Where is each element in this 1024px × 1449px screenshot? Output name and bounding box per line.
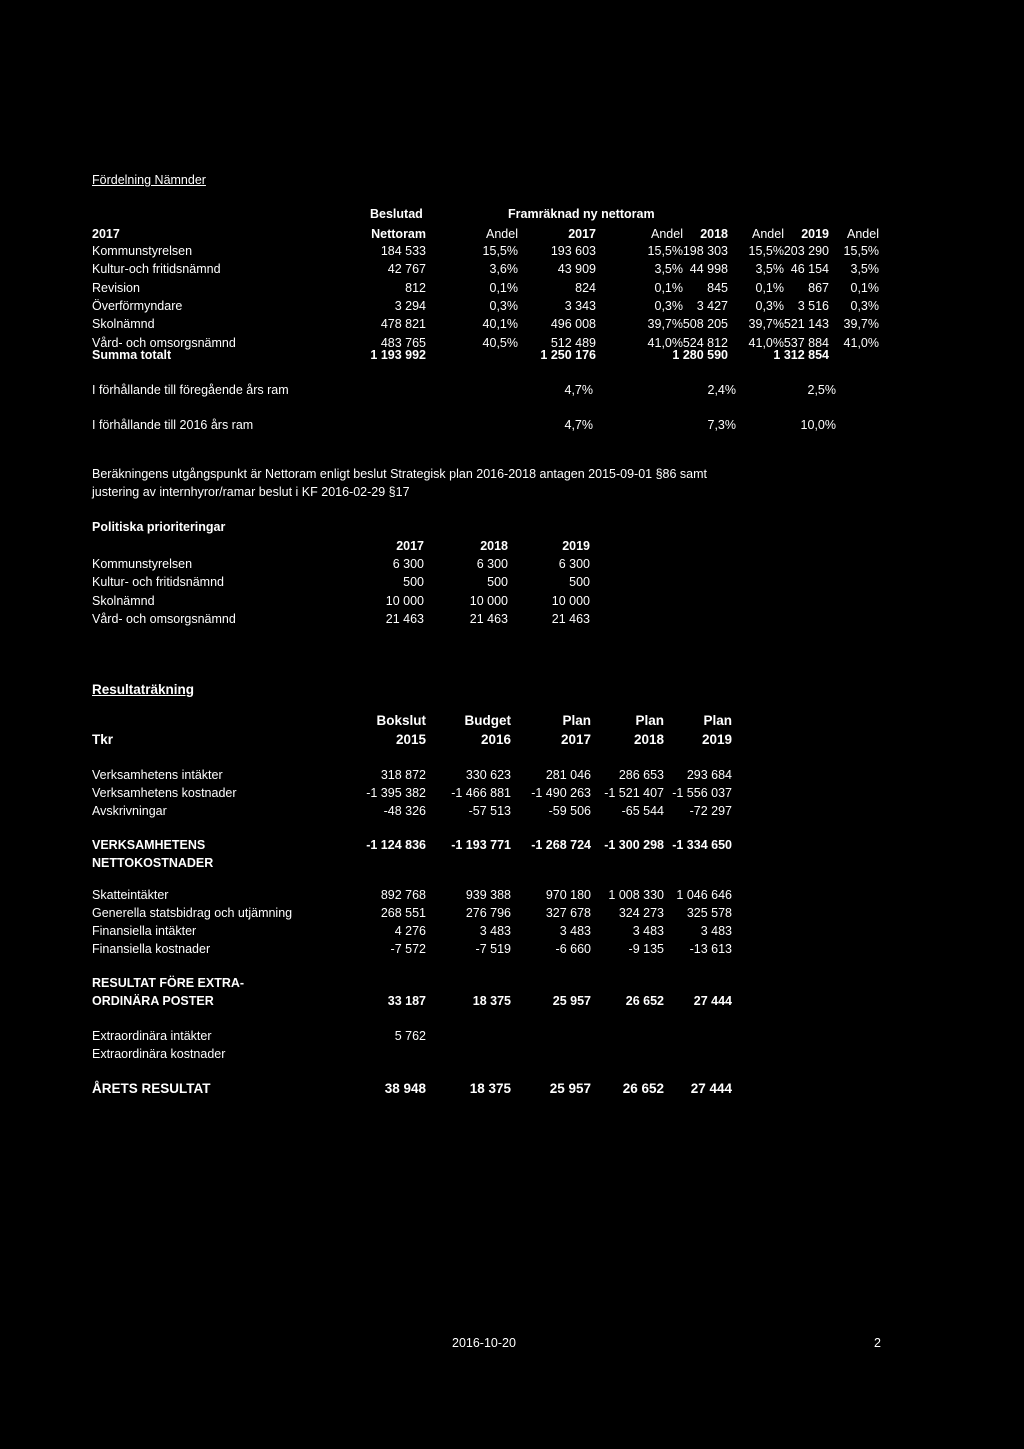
table-cell: 18 375 bbox=[469, 1081, 511, 1096]
table-cell: 26 652 bbox=[622, 1081, 664, 1096]
table-cell: 330 623 bbox=[465, 768, 511, 782]
table-cell: -48 326 bbox=[383, 804, 426, 818]
table-cell: 40,5% bbox=[482, 335, 518, 350]
table-cell: 38 948 bbox=[384, 1081, 426, 1096]
table-cell: -7 572 bbox=[390, 942, 426, 956]
ratio-value: 2,4% bbox=[707, 383, 736, 397]
section-title-fordelning: Fördelning Nämnder bbox=[92, 173, 206, 187]
table-cell: 3 483 bbox=[700, 924, 732, 938]
total-label: Summa totalt bbox=[92, 348, 172, 362]
table-cell: 15,5% bbox=[647, 244, 683, 258]
table-cell: 44 998 bbox=[689, 262, 728, 277]
table-cell: 3 483 bbox=[559, 924, 591, 938]
table-cell: 496 008 bbox=[550, 317, 596, 332]
column-header-year: 2017 bbox=[92, 227, 120, 241]
table-cell: 27 444 bbox=[693, 994, 732, 1008]
table-cell: 39,7% bbox=[843, 317, 879, 332]
table-cell: 4 276 bbox=[394, 924, 426, 938]
table-cell: -6 660 bbox=[555, 942, 591, 956]
table-cell: 46 154 bbox=[790, 262, 829, 277]
table-cell: 25 957 bbox=[552, 994, 591, 1008]
column-header: 2016 bbox=[480, 732, 511, 747]
table-cell: -9 135 bbox=[628, 942, 664, 956]
row-label: Vård- och omsorgsnämnd bbox=[92, 335, 236, 350]
column-header: 2017 bbox=[396, 539, 424, 553]
table-cell: -59 506 bbox=[548, 804, 591, 818]
table-cell: 10 000 bbox=[385, 593, 424, 608]
table-cell: 824 bbox=[575, 280, 596, 295]
table-cell: -65 544 bbox=[621, 804, 664, 818]
table-cell: 3 294 bbox=[394, 298, 426, 313]
column-header: Andel bbox=[847, 227, 879, 241]
ratio-value: 10,0% bbox=[800, 418, 836, 432]
row-label: NETTOKOSTNADER bbox=[92, 856, 214, 870]
table-cell: 6 300 bbox=[558, 557, 590, 571]
table-cell: 15,5% bbox=[748, 244, 784, 258]
column-header: Nettoram bbox=[371, 227, 426, 241]
row-label: Kommunstyrelsen bbox=[92, 244, 193, 258]
table-cell: 5 762 bbox=[394, 1029, 426, 1043]
row-label: Extraordinära intäkter bbox=[92, 1029, 212, 1043]
table-cell: 3,5% bbox=[850, 262, 879, 277]
row-label: ORDINÄRA POSTER bbox=[92, 994, 214, 1008]
row-label: Kultur- och fritidsnämnd bbox=[92, 575, 225, 590]
table-cell: 845 bbox=[707, 280, 728, 295]
table-cell: 21 463 bbox=[551, 611, 590, 626]
row-label: Kommunstyrelsen bbox=[92, 557, 193, 571]
table-cell: 281 046 bbox=[545, 768, 591, 782]
column-header: 2019 bbox=[562, 539, 590, 553]
column-header: 2017 bbox=[568, 227, 596, 241]
row-label: Skatteintäkter bbox=[92, 888, 169, 902]
table-cell: 892 768 bbox=[380, 888, 426, 902]
table-cell: 43 909 bbox=[557, 262, 596, 277]
table-cell: 40,1% bbox=[482, 317, 518, 332]
table-cell: 42 767 bbox=[387, 262, 426, 277]
table-cell: 512 489 bbox=[550, 335, 596, 350]
column-header: Plan bbox=[562, 713, 591, 728]
table-cell: 318 872 bbox=[380, 768, 426, 782]
column-header: Budget bbox=[464, 713, 511, 728]
row-label: Finansiella intäkter bbox=[92, 924, 197, 938]
table-cell: 25 957 bbox=[549, 1081, 591, 1096]
table-cell: 3 343 bbox=[564, 298, 596, 313]
table-cell: 15,5% bbox=[482, 244, 518, 258]
table-cell: -1 124 836 bbox=[366, 838, 426, 852]
table-cell: -72 297 bbox=[689, 804, 732, 818]
table-cell: 193 603 bbox=[550, 244, 596, 258]
section-title-prioriteringar: Politiska prioriteringar bbox=[92, 520, 226, 534]
column-header: Bokslut bbox=[376, 713, 426, 728]
total-cell: 1 312 854 bbox=[773, 348, 829, 362]
table-cell: 524 812 bbox=[682, 335, 728, 350]
table-cell: 3,6% bbox=[489, 262, 518, 277]
column-header: 2019 bbox=[801, 227, 829, 241]
row-label: Finansiella kostnader bbox=[92, 942, 211, 956]
table-cell: 15,5% bbox=[843, 244, 879, 258]
column-header: Andel bbox=[486, 227, 518, 241]
table-cell: 39,7% bbox=[748, 317, 784, 332]
table-cell: 18 375 bbox=[472, 994, 511, 1008]
table-cell: 970 180 bbox=[545, 888, 591, 902]
table-cell: 939 388 bbox=[465, 888, 511, 902]
table-cell: 521 143 bbox=[783, 317, 829, 332]
section-title-resultat: Resultaträkning bbox=[92, 682, 195, 697]
table-cell: 6 300 bbox=[476, 557, 508, 571]
table-cell: 198 303 bbox=[682, 244, 728, 258]
column-header: Andel bbox=[651, 227, 683, 241]
table-cell: 0,1% bbox=[755, 280, 784, 295]
column-header: 2018 bbox=[700, 227, 728, 241]
table-cell: 3,5% bbox=[755, 262, 784, 277]
table-cell: 203 290 bbox=[783, 244, 829, 258]
note-line-1: Beräkningens utgångspunkt är Nettoram enligt beslut Strategisk plan 2016-2018 antagen 2015-09-01 §86 samt bbox=[92, 467, 707, 481]
row-label: Avskrivningar bbox=[92, 804, 167, 818]
row-label: Revision bbox=[92, 280, 140, 295]
table-cell: -1 268 724 bbox=[531, 838, 591, 852]
ratio-label: I förhållande till föregående års ram bbox=[92, 383, 289, 397]
table-cell: 812 bbox=[405, 280, 426, 295]
total-cell: 1 280 590 bbox=[672, 348, 728, 362]
table-cell: 500 bbox=[403, 575, 424, 590]
note-line-2: justering av internhyror/ramar beslut i KF 2016-02-29 §17 bbox=[92, 485, 410, 499]
table-cell: -7 519 bbox=[475, 942, 511, 956]
table-cell: 0,1% bbox=[654, 280, 683, 295]
table-cell: 478 821 bbox=[380, 317, 426, 332]
row-label: Verksamhetens intäkter bbox=[92, 768, 223, 782]
table-cell: -1 300 298 bbox=[604, 838, 664, 852]
table-cell: 327 678 bbox=[545, 906, 591, 920]
column-header: Andel bbox=[752, 227, 784, 241]
row-label: Generella statsbidrag och utjämning bbox=[92, 906, 293, 920]
row-label: Extraordinära kostnader bbox=[92, 1047, 226, 1061]
table-cell: 508 205 bbox=[682, 317, 728, 332]
table-cell: 500 bbox=[487, 575, 508, 590]
row-label: Kultur-och fritidsnämnd bbox=[92, 262, 221, 277]
ratio-value: 4,7% bbox=[564, 383, 593, 397]
table-cell: 41,0% bbox=[748, 335, 784, 350]
table-cell: 3 516 bbox=[797, 298, 829, 313]
table-cell: 0,3% bbox=[755, 298, 784, 313]
table-cell: 324 273 bbox=[618, 906, 664, 920]
table-cell: 3 483 bbox=[479, 924, 511, 938]
table-cell: 3 483 bbox=[632, 924, 664, 938]
table-cell: 21 463 bbox=[385, 611, 424, 626]
table-cell: 268 551 bbox=[380, 906, 426, 920]
table-cell: 26 652 bbox=[625, 994, 664, 1008]
column-header: Plan bbox=[635, 713, 664, 728]
table-cell: 39,7% bbox=[647, 317, 683, 332]
ratio-label: I förhållande till 2016 års ram bbox=[92, 418, 254, 432]
table-cell: 325 578 bbox=[686, 906, 732, 920]
table-cell: -1 556 037 bbox=[672, 786, 732, 800]
table-cell: 1 008 330 bbox=[608, 888, 664, 902]
table-cell: -13 613 bbox=[689, 942, 732, 956]
column-header: 2018 bbox=[480, 539, 508, 553]
header-beslutad: Beslutad bbox=[370, 207, 423, 221]
total-cell: 1 193 992 bbox=[370, 348, 426, 362]
table-cell: 41,0% bbox=[647, 335, 683, 350]
header-framraknad: Framräknad ny nettoram bbox=[508, 207, 655, 221]
table-cell: 0,3% bbox=[654, 298, 683, 313]
table-cell: 537 884 bbox=[783, 335, 829, 350]
row-label: VERKSAMHETENS bbox=[92, 838, 206, 852]
total-cell: 1 250 176 bbox=[540, 348, 596, 362]
column-header: 2019 bbox=[701, 732, 732, 747]
table-cell: -1 395 382 bbox=[366, 786, 426, 800]
table-cell: 483 765 bbox=[380, 335, 426, 350]
table-cell: 0,1% bbox=[489, 280, 518, 295]
table-cell: 0,3% bbox=[850, 298, 879, 313]
table-cell: 276 796 bbox=[465, 906, 511, 920]
column-header: 2017 bbox=[560, 732, 591, 747]
row-label: Vård- och omsorgsnämnd bbox=[92, 611, 236, 626]
table-cell: 0,1% bbox=[850, 280, 879, 295]
table-cell: 0,3% bbox=[489, 298, 518, 313]
column-header: 2015 bbox=[395, 732, 426, 747]
footer-date: 2016-10-20 bbox=[452, 1336, 516, 1350]
table-cell: 10 000 bbox=[469, 593, 508, 608]
table-cell: -1 521 407 bbox=[604, 786, 664, 800]
table-cell: 3,5% bbox=[654, 262, 683, 277]
ratio-value: 2,5% bbox=[807, 383, 836, 397]
table-cell: 21 463 bbox=[469, 611, 508, 626]
table-cell: -1 466 881 bbox=[451, 786, 511, 800]
table-cell: -1 490 263 bbox=[531, 786, 591, 800]
table-cell: -1 193 771 bbox=[451, 838, 511, 852]
table-cell: 27 444 bbox=[690, 1081, 732, 1096]
row-label: Verksamhetens kostnader bbox=[92, 786, 237, 800]
row-label: RESULTAT FÖRE EXTRA- bbox=[92, 976, 245, 990]
ratio-value: 7,3% bbox=[707, 418, 736, 432]
table-cell: 10 000 bbox=[551, 593, 590, 608]
table-cell: -1 334 650 bbox=[672, 838, 732, 852]
table-cell: 500 bbox=[569, 575, 590, 590]
table-cell: 6 300 bbox=[392, 557, 424, 571]
table-cell: 3 427 bbox=[696, 298, 728, 313]
row-label: Skolnämnd bbox=[92, 317, 155, 332]
row-label: Skolnämnd bbox=[92, 593, 155, 608]
table-cell: 41,0% bbox=[843, 335, 879, 350]
row-label: ÅRETS RESULTAT bbox=[92, 1081, 211, 1096]
table-cell: 286 653 bbox=[618, 768, 664, 782]
table-cell: 33 187 bbox=[387, 994, 426, 1008]
footer-page-number: 2 bbox=[874, 1336, 881, 1350]
table-cell: 1 046 646 bbox=[676, 888, 732, 902]
row-label: Överförmyndare bbox=[92, 298, 183, 313]
column-header: 2018 bbox=[633, 732, 664, 747]
table-cell: 867 bbox=[808, 280, 829, 295]
ratio-value: 4,7% bbox=[564, 418, 593, 432]
table-cell: -57 513 bbox=[468, 804, 511, 818]
tkr-label: Tkr bbox=[92, 732, 114, 747]
column-header: Plan bbox=[703, 713, 732, 728]
table-cell: 293 684 bbox=[686, 768, 732, 782]
table-cell: 184 533 bbox=[380, 244, 426, 258]
